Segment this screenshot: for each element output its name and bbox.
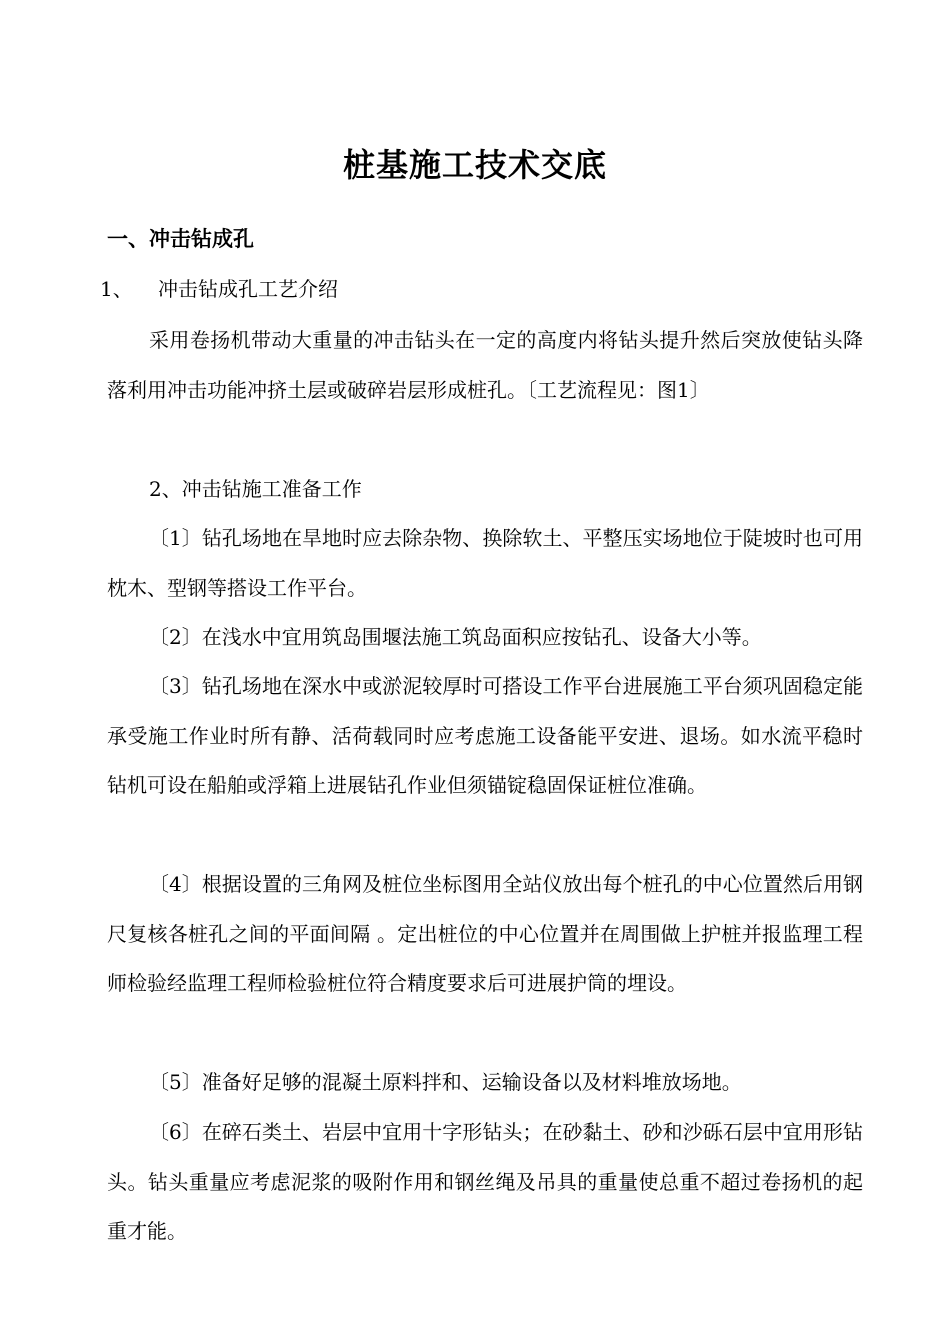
prep-item-3: 〔3〕钻孔场地在深水中或淤泥较厚时可搭设工作平台进展施工平台须巩固稳定能承受施工作业时所有静、活荷载同时应考虑施工设备能平安进、退场。如水流平稳时钻机可设在船舶或浮箱上进展钻孔作业但须锚锭稳固保证桩位准确。 (107, 674, 863, 797)
prep-item-2: 〔2〕在浅水中宜用筑岛围堰法施工筑岛面积应按钻孔、设备大小等。 (149, 625, 762, 649)
prep-item-4: 〔4〕根据设置的三角网及桩位坐标图用全站仪放出每个桩孔的中心位置然后用钢尺复核各桩孔之间的平面间隔 。定出桩位的中心位置并在周围做上护桩并报监理工程师检验经监理工程师检验桩位符合精度要求后可进展护筒的埋设。 (107, 872, 863, 995)
prep-item-6: 〔6〕在碎石类土、岩层中宜用十字形钻头；在砂黏土、砂和沙砾石层中宜用形钻头。钻头重量应考虑泥浆的吸附作用和钢丝绳及吊具的重量使总重不超过卷扬机的起重才能。 (107, 1120, 863, 1243)
prep-item-1: 〔1〕钻孔场地在旱地时应去除杂物、换除软土、平整压实场地位于陡坡时也可用枕木、型钢等搭设工作平台。 (107, 526, 863, 600)
subsection-heading-1 (100, 274, 338, 304)
section-heading: 一、冲击钻成孔 (107, 227, 254, 251)
subsection-heading-2: 2、冲击钻施工准备工作 (149, 477, 362, 501)
prep-item-5: 〔5〕准备好足够的混凝土原料拌和、运输设备以及材料堆放场地。 (149, 1070, 742, 1094)
document-title: 桩基施工技术交底 (342, 146, 607, 184)
subsection-label: 冲击钻成孔工艺介绍 (158, 277, 338, 301)
intro-paragraph: 采用卷扬机带动大重量的冲击钻头在一定的高度内将钻头提升然后突放使钻头降落利用冲击功能冲挤土层或破碎岩层形成桩孔。〔工艺流程见：图1〕 (107, 328, 863, 402)
subsection-number: 1、 (100, 277, 133, 301)
